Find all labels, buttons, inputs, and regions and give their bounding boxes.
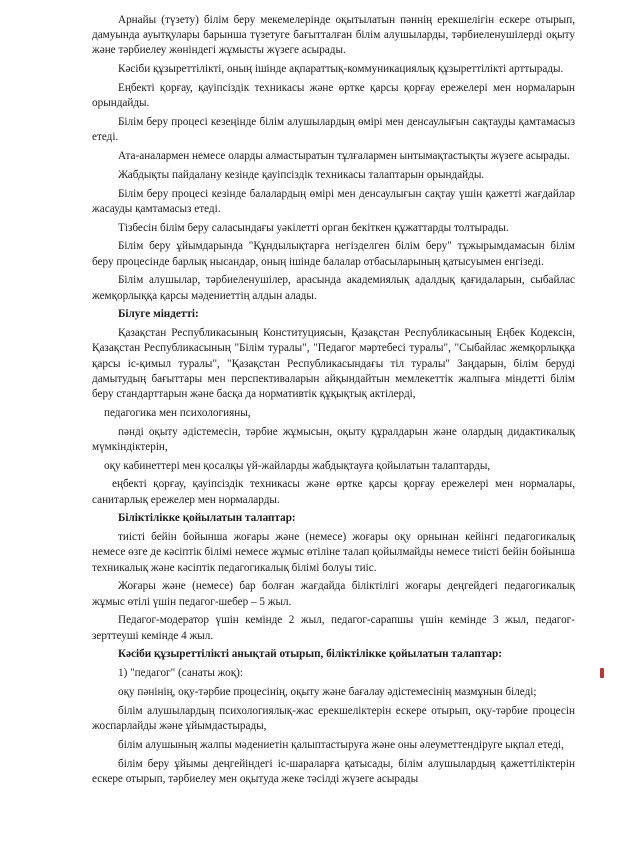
paragraph-19: Жоғары және (немесе) бар болған жағдайда біліктілігі жоғары деңгейдегі педагогикалық жұмыс өтілі үшін педагог-шебер – 5 жыл.: [92, 580, 575, 608]
paragraph-18: тиісті бейін бойынша жоғары және (немесе) жоғары оқу орнынан кейінгі педагогикалық немесе өзге де кәсіптік білімі немесе жұмыс өтіліне талап қойылмайды немесе тиісті бейін бойынша техникалық және кәсіптік педагогикалық білімі болуы тиіс.: [92, 531, 575, 574]
paragraph-14: пәнді оқыту әдістемесін, тәрбие жұмысын, оқыту құралдарын және олардың дидактикалық мүмкіндіктерін,: [92, 425, 575, 453]
section-heading-qualification: Біліктілікке қойылатын талаптар:: [118, 512, 296, 525]
paragraph-23: оқу пәнінің, оқу-тәрбие процесінің, оқыту және бағалау әдістемесінің мазмұнын біледі;: [118, 685, 537, 698]
paragraph-9: Білім беру ұйымдарында "Құндылықтарға негізделген білім беру" тұжырымдамасын білім беру процесінде барлық нысандар, оның ішінде балалар отбасыларының қатысуымен енгізеді.: [92, 240, 575, 268]
paragraph-7: Білім беру процесі кезінде балалардың өмірі мен денсаулығын сақтау үшін қажетті жағдайлар жасауды қамтамасыз етеді.: [92, 187, 575, 215]
margin-ink-mark: [600, 668, 604, 678]
paragraph-10: Білім алушылар, тәрбиеленушілер, арасында академиялық адалдық қағидаларын, сыбайлас жемқорлыққа қарсы мәдениеттің алдын алады.: [92, 274, 575, 302]
paragraph-20: Педагог-модератор үшін кемінде 2 жыл, педагог-сарапшы үшін кемінде 3 жыл, педагог-зерттеуші кемінде 4 жыл.: [92, 614, 575, 642]
paragraph-26: білім беру ұйымы деңгейіндегі іс-шараларға қатысады, білім алушылардың қажеттіліктерін ескере отырып, тәрбиелеу мен оқытуда жеке тәсілді жүзеге асырады: [92, 757, 575, 785]
section-heading-knowledge: Білуге міндетті:: [118, 308, 199, 321]
paragraph-24: білім алушылардың психологиялық-жас ерекшеліктерін ескере отырып, оқу-тәрбие процесін жоспарлайды және ұйымдастырады,: [92, 704, 575, 732]
paragraph-15: оқу кабинеттері мен қосалқы үй-жайларды жабдықтауға қойылатын талаптарды,: [104, 459, 491, 472]
paragraph-16: еңбекті қорғау, қауіпсіздік техникасы және өртке қарсы қорғау ережелері мен нормалары, санитарлық ережелер мен нормаларды.: [92, 478, 575, 506]
paragraph-8: Тізбесін білім беру саласындағы уәкілетті орган бекіткен құжаттарды толтырады.: [118, 221, 509, 234]
paragraph-6: Жабдықты пайдалану кезінде қауіпсіздік техникасы талаптарын орындайды.: [118, 168, 485, 181]
paragraph-3: Еңбекті қорғау, қауіпсіздік техникасы және өртке қарсы қорғау ережелері мен нормаларын орындайды.: [92, 82, 575, 110]
paragraph-5: Ата-аналармен немесе оларды алмастыратын тұлғалармен ынтымақтастықты жүзеге асырады.: [118, 150, 570, 162]
paragraph-4: Білім беру процесі кезеңінде білім алушылардың өмірі мен денсаулығын сақтауды қамтамасыз етеді.: [92, 116, 575, 144]
paragraph-2: Кәсіби құзыреттілікті, оның ішінде ақпараттық-коммуникациялық құзыреттілікті арттырады.: [118, 63, 564, 76]
paragraph-13: педагогика мен психологияны,: [104, 406, 251, 419]
section-heading-competence: Кәсіби құзыреттілікті анықтай отырып, біліктілікке қойылатын талаптар:: [118, 648, 502, 661]
paragraph-12: Қазақстан Республикасының Конституциясын, Қазақстан Республикасының Еңбек Кодексін, Қазақстан Республикасының "Білім туралы", "Педагог мәртебесі туралы", "Сыбайлас жемқорлыққа қарсы іс-қимыл туралы", "Қазақстан Республикасындағы тіл туралы" Заңдарын, білім беруді дамытудың бағыттары мен перспективаларын айқындайтын мемлекеттік жалпыға міндетті білім беру стандарттарын және басқа да нормативтік құқықтық актілерді,: [92, 327, 575, 400]
paragraph-25: білім алушының жалпы мәдениетін қалыптастыруға және оны әлеуметтендіруге ықпал етеді,: [118, 738, 564, 751]
paragraph-1: Арнайы (түзету) білім беру мекемелерінде оқытылатын пәннің ерекшелігін ескере отырып, дамуында ауытқулары барынша түзетуге бағытталған білім алушыларды, тәрбиеленушілерді оқыту және тәрбиелеу жөніндегі жұмысты жүзеге асырады.: [92, 14, 575, 57]
paragraph-22: 1) "педагог" (санаты жоқ):: [118, 667, 243, 680]
